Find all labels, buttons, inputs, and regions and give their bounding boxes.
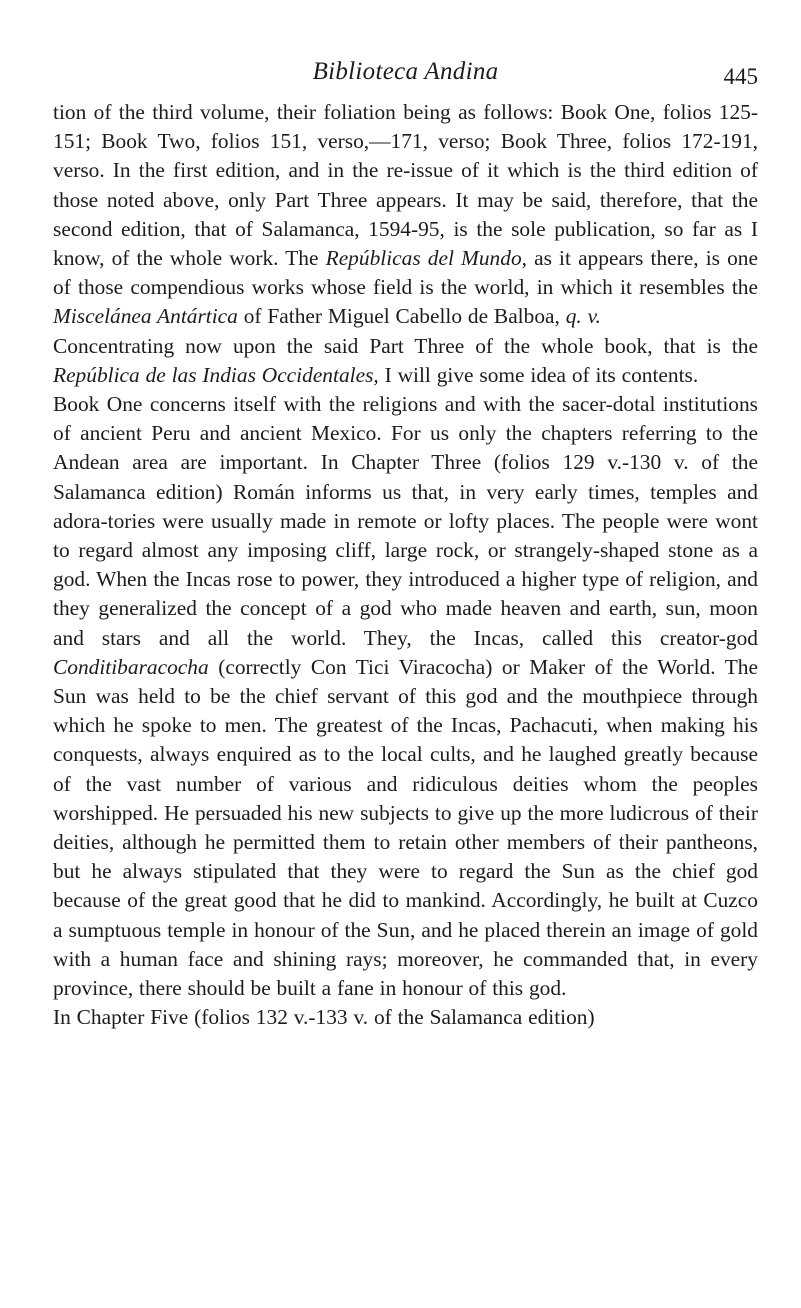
paragraph [53, 98, 758, 332]
text-run: (correctly Con Tici Viracocha) or Maker of the World. The Sun was held to be the chief servant of this god and the mouthpiece through which he spoke to men. The greatest of the Incas, Pachacuti, when making his conquests, always enquired as to the local cults, and he laughed greatly because of the vast number of various and ridiculous deities whom the peoples worshipped. He persuaded his new subjects to give up the more ludicrous of their deities, although he permitted them to retain other members of their pantheons, but he always stipulated that they were to regard the Sun as the chief god because of the great good that he did to mankind. Accordingly, he built at Cuzco a sumptuous temple in honour of the Sun, and he placed therein an image of gold with a human face and shining rays; moreover, he commanded that, in every province, there should be built a fane in honour of this god. [53, 654, 758, 1001]
italic-title: Miscelánea Antártica [53, 304, 238, 329]
text-run: In Chapter Five (folios 132 v.-133 v. of the Salamanca edition) [53, 1005, 595, 1030]
page-header [53, 58, 758, 98]
running-head: Biblioteca Andina [312, 58, 499, 85]
paragraph [53, 390, 758, 1003]
book-page [53, 58, 758, 1033]
body-text [53, 98, 758, 1033]
paragraph [53, 1003, 758, 1032]
text-run: I will give some idea of its contents. [378, 362, 699, 387]
text-run: Concentrating now upon the said Part Three of the whole book, that is the [53, 333, 758, 358]
text-run: as it appears there, is one of those compendious works whose field is the world, in which it resembles the [53, 246, 758, 300]
italic-title: República de las Indias Occidentales, [53, 362, 379, 387]
italic-title: Repúblicas del Mundo, [325, 246, 527, 271]
text-run: Book One concerns itself with the religions and with the sacer-dotal institutions of ancient Peru and ancient Mexico. For us only the chapters referring to the Andean area are important. In Chapter Three (folios 129 v.-130 v. of the Salamanca edition) Román informs us that, in very early times, temples and adora-tories were usually made in remote or lofty places. The people were wont to regard almost any imposing cliff, large rock, or strangely-shaped stone as a god. When the Incas rose to power, they introduced a higher type of religion, and they generalized the concept of a god who made heaven and earth, sun, moon and stars and all the world. They, the Incas, called this creator-god [53, 392, 758, 650]
italic-name: Conditibaracocha [53, 654, 209, 679]
paragraph [53, 332, 758, 390]
page-number: 445 [723, 64, 758, 89]
text-run: of Father Miguel Cabello de Balboa, [237, 304, 566, 329]
italic-reference: q. v. [565, 304, 601, 329]
text-run: tion of the third volume, their foliation being as follows: Book One, folios 125-151; Book Two, folios 151, verso,—171, verso; Book Three, folios 172-191, verso. In the first edition, and in the re-issue of it which is the third edition of those noted above, only Part Three appears. It may be said, therefore, that the second edition, that of Salamanca, 1594-95, is the sole publication, so far as I know, of the whole work. The [53, 100, 758, 271]
